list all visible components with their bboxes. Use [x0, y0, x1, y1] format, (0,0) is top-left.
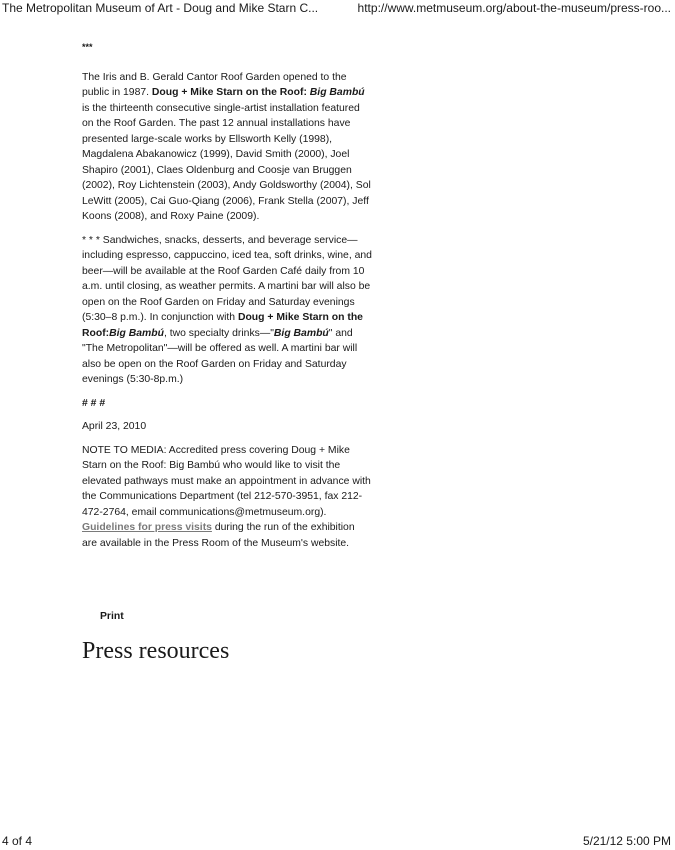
roof-garden-text-1: The Iris and B. Gerald Cantor Roof Garden opened to the public in 1987. — [82, 71, 347, 98]
release-date: April 23, 2010 — [82, 421, 147, 432]
cafe-text-1: * * * Sandwiches, snacks, desserts, and beverage service—including espresso, cappuccino, iced tea, soft drinks, wine, and beer—will be available at the Roof Garden Café daily from 10 a.m. until closing, as weather permits. A martini bar will also be open on the Roof Garden on Friday and Saturday evenings (5:30–8 p.m.). In conjunction with — [82, 234, 372, 323]
print-datetime: 5/21/12 5:00 PM — [582, 834, 671, 848]
page-count: 4 of 4 — [2, 834, 33, 848]
press-resources-heading: Press resources — [82, 638, 230, 664]
big-bambu-title: Big Bambú — [309, 87, 365, 98]
cafe-text-2: , two specialty drinks—" — [163, 327, 274, 339]
separator-stars: *** — [82, 42, 93, 52]
big-bambu-title-2: Big Bambú — [109, 327, 164, 339]
roof-garden-text-2: is the thirteenth consecutive single-artist installation featured on the Roof Garden. The past 12 annual installations have presented large-scale works by Ellsworth Kelly (1998), Magdalena Abakanowicz (1999), David Smith (2000), Joel Shapiro (2001), Claes Oldenburg and Coosje van Bruggen (2002), Roy Lichtenstein (2003), Andy Goldsworthy (2004), Sol LeWitt (2005), Cai Guo-Qiang (2006), Frank Stella (2007), Jeff Koons (2008), and Roxy Paine (2009). — [82, 102, 371, 222]
big-bambu-drink: Big Bambú — [273, 327, 329, 339]
page-url: http://www.metmuseum.org/about-the-museum/press-roo... — [357, 1, 671, 15]
print-header — [0, 0, 675, 16]
exhibition-title-bold-2: Doug + Mike Starn on the Roof: — [82, 312, 363, 339]
media-note-text-2: during the run of the exhibition are available in the Press Room of the Museum's website. — [82, 522, 355, 549]
end-marker: # # # — [82, 397, 106, 409]
print-footer — [0, 834, 675, 850]
cafe-text-3: " and "The Metropolitan"—will be offered as well. A martini bar will also be open on the Roof Garden on Friday and Saturday evenings (5:30-8p.m.) — [82, 327, 358, 385]
media-note-text-1: NOTE TO MEDIA: Accredited press covering Doug + Mike Starn on the Roof: Big Bambú who would like to visit the elevated pathways must make an appointment in advance with the Communications Department (tel 212-570-3951, fax 212-472-2764, email communications@metmuseum.org). — [82, 444, 371, 518]
guidelines-link[interactable]: Guidelines for press visits — [82, 522, 212, 533]
exhibition-title-bold: Doug + Mike Starn on the Roof: — [151, 87, 310, 98]
media-note-paragraph — [82, 443, 372, 552]
page-title: The Metropolitan Museum of Art - Doug and Mike Starn C... — [2, 1, 319, 15]
roof-garden-paragraph — [82, 70, 372, 225]
cafe-paragraph — [82, 233, 372, 388]
print-link[interactable]: Print — [100, 611, 124, 622]
article-body — [82, 40, 372, 559]
